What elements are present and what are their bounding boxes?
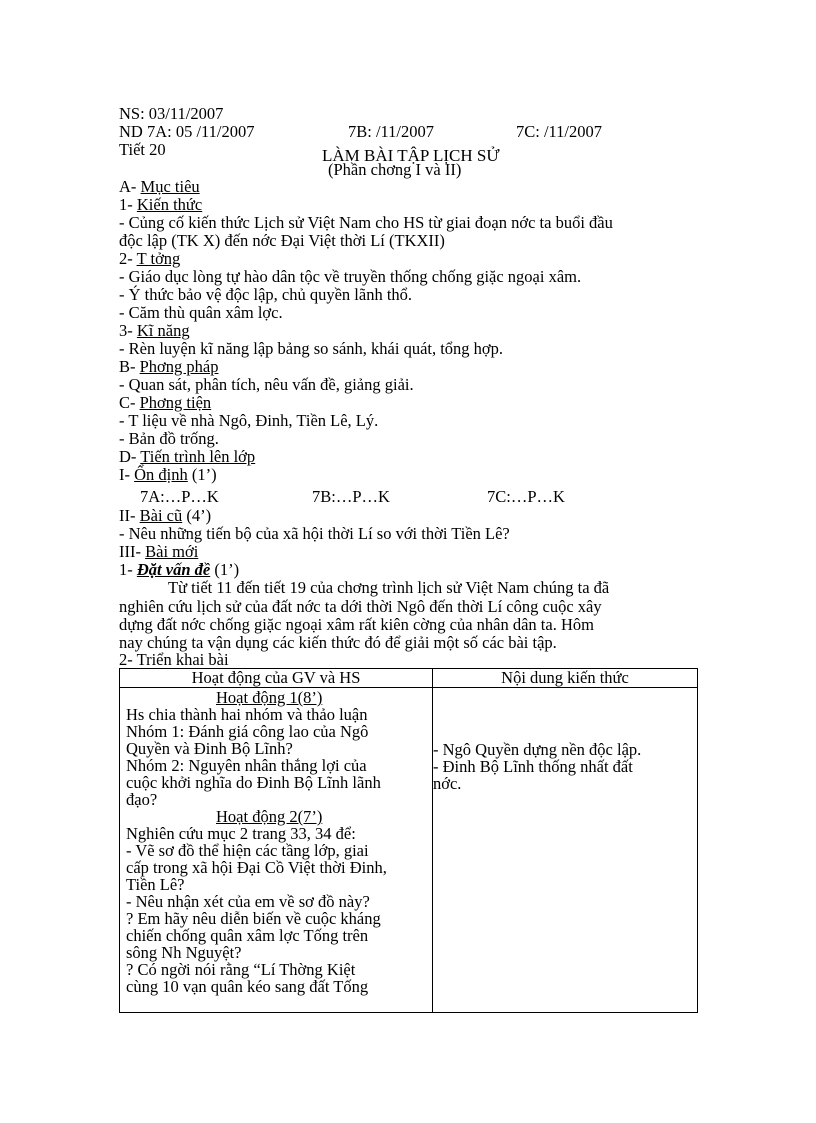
activity-line: Nhóm 2: Nguyên nhân thắng lợi của xyxy=(126,756,367,775)
old-lesson-heading: II- Bài cũ (4’) xyxy=(119,506,212,525)
knowledge-heading: 1- Kiến thức xyxy=(119,195,203,214)
class-7a-attendance: 7A:…P…K xyxy=(140,487,219,506)
class-7b-attendance: 7B:…P…K xyxy=(312,487,390,506)
skills-heading: 3- Kĩ năng xyxy=(119,321,190,340)
attitude-line-3: - Căm thù quân xâm lợc. xyxy=(119,303,283,322)
intro-paragraph-line-2: nghiên cứu lịch sử của đất nớc ta dới thời Ngô đến thời Lí công cuộc xây xyxy=(119,597,602,616)
section-b-heading: B- Phơng pháp xyxy=(119,357,219,376)
activity-line: Nhóm 1: Đánh giá công lao của Ngô xyxy=(126,722,369,741)
nd-7a-date: ND 7A: 05 /11/2007 xyxy=(119,122,255,141)
activity-line: ? Có ngời nói rằng “Lí Thờng Kiệt xyxy=(126,960,356,979)
content-line: - Đinh Bộ Lĩnh thống nhất đất xyxy=(433,757,633,776)
intro-heading: 1- Đặt vấn đề (1’) xyxy=(119,560,240,579)
intro-paragraph-line-3: dựng đất nớc chống giặc ngoại xâm rất kiên cờng của nhân dân ta. Hôm xyxy=(119,615,594,634)
activity-line: chiến chống quân xâm lợc Tống trên xyxy=(126,926,369,945)
content-line: - Ngô Quyền dựng nền độc lập. xyxy=(433,740,642,759)
new-lesson-heading: III- Bài mới xyxy=(119,542,199,561)
section-a-heading: A- Mục tiêu xyxy=(119,177,200,196)
activity-2-heading: Hoạt động 2(7’) xyxy=(216,807,323,826)
deployment-heading: 2- Triển khai bài xyxy=(119,650,229,669)
table-header-row xyxy=(120,669,698,688)
materials-line-1: - T liệu về nhà Ngô, Đinh, Tiền Lê, Lý. xyxy=(119,411,379,430)
materials-line-2: - Bản đồ trống. xyxy=(119,429,219,448)
table-row xyxy=(120,688,698,1013)
knowledge-line-2: độc lập (TK X) đến nớc Đại Việt thời Lí (TKXII) xyxy=(119,231,445,250)
activity-line: Nghiên cứu mục 2 trang 33, 34 để: xyxy=(126,824,356,843)
attitude-line-2: - Ý thức bảo vệ độc lập, chủ quyền lãnh thổ. xyxy=(119,285,413,304)
activity-line: sông Nh Nguyệt? xyxy=(126,943,242,962)
document-subtitle: (Phần chơng I và II) xyxy=(328,160,462,179)
section-c-heading: C- Phơng tiện xyxy=(119,393,212,412)
stabilize-heading: I- Ổn định (1’) xyxy=(119,465,217,484)
intro-paragraph-line-4: nay chúng ta vận dụng các kiến thức đó để giải một số các bài tập. xyxy=(119,633,557,652)
method-line-1: - Quan sát, phân tích, nêu vấn đề, giảng giải. xyxy=(119,375,414,394)
attitude-line-1: - Giáo dục lòng tự hào dân tộc về truyền thống chống giặc ngoại xâm. xyxy=(119,267,582,286)
lesson-number: Tiết 20 xyxy=(119,140,166,159)
activity-line: đạo? xyxy=(126,790,158,809)
activity-line: cuộc khởi nghĩa do Đinh Bộ Lĩnh lãnh xyxy=(126,773,381,792)
knowledge-line-1: - Củng cố kiến thức Lịch sử Việt Nam cho HS từ giai đoạn nớc ta buổi đầu xyxy=(119,213,613,232)
attitude-heading: 2- T tởng xyxy=(119,249,181,268)
nd-7b-date: 7B: /11/2007 xyxy=(348,122,435,141)
activity-line: - Vẽ sơ đồ thể hiện các tầng lớp, giai xyxy=(126,841,369,860)
activity-line: Quyền và Đinh Bộ Lĩnh? xyxy=(126,739,293,758)
ns-date: NS: 03/11/2007 xyxy=(119,104,224,123)
nd-7c-date: 7C: /11/2007 xyxy=(516,122,603,141)
activity-line: Hs chia thành hai nhóm và thảo luận xyxy=(126,705,368,724)
skills-line-1: - Rèn luyện kĩ năng lập bảng so sánh, khái quát, tổng hợp. xyxy=(119,339,504,358)
lesson-activity-table xyxy=(119,668,698,1013)
content-cell xyxy=(433,688,698,1013)
activity-line: Tiền Lê? xyxy=(126,875,185,894)
content-line: nớc. xyxy=(433,774,462,793)
column-header-activities: Hoạt động của GV và HS xyxy=(120,669,433,688)
activity-line: ? Em hãy nêu diễn biến về cuộc kháng xyxy=(126,909,381,928)
intro-paragraph-line-1: Từ tiết 11 đến tiết 19 của chơng trình lịch sử Việt Nam chúng ta đã xyxy=(168,578,610,597)
activities-cell xyxy=(120,688,433,1013)
class-7c-attendance: 7C:…P…K xyxy=(487,487,565,506)
column-header-content: Nội dung kiến thức xyxy=(433,669,698,688)
activity-line: - Nêu nhận xét của em về sơ đồ này? xyxy=(126,892,370,911)
activity-line: cùng 10 vạn quân kéo sang đất Tống xyxy=(126,977,369,996)
section-d-heading: D- Tiến trình lên lớp xyxy=(119,447,256,466)
old-lesson-question: - Nêu những tiến bộ của xã hội thời Lí so với thời Tiền Lê? xyxy=(119,524,510,543)
activity-1-heading: Hoạt động 1(8’) xyxy=(216,688,323,707)
document-title: LÀM BÀI TẬP LỊCH SỬ xyxy=(322,146,500,165)
activity-line: cấp trong xã hội Đại Cồ Việt thời Đinh, xyxy=(126,858,387,877)
